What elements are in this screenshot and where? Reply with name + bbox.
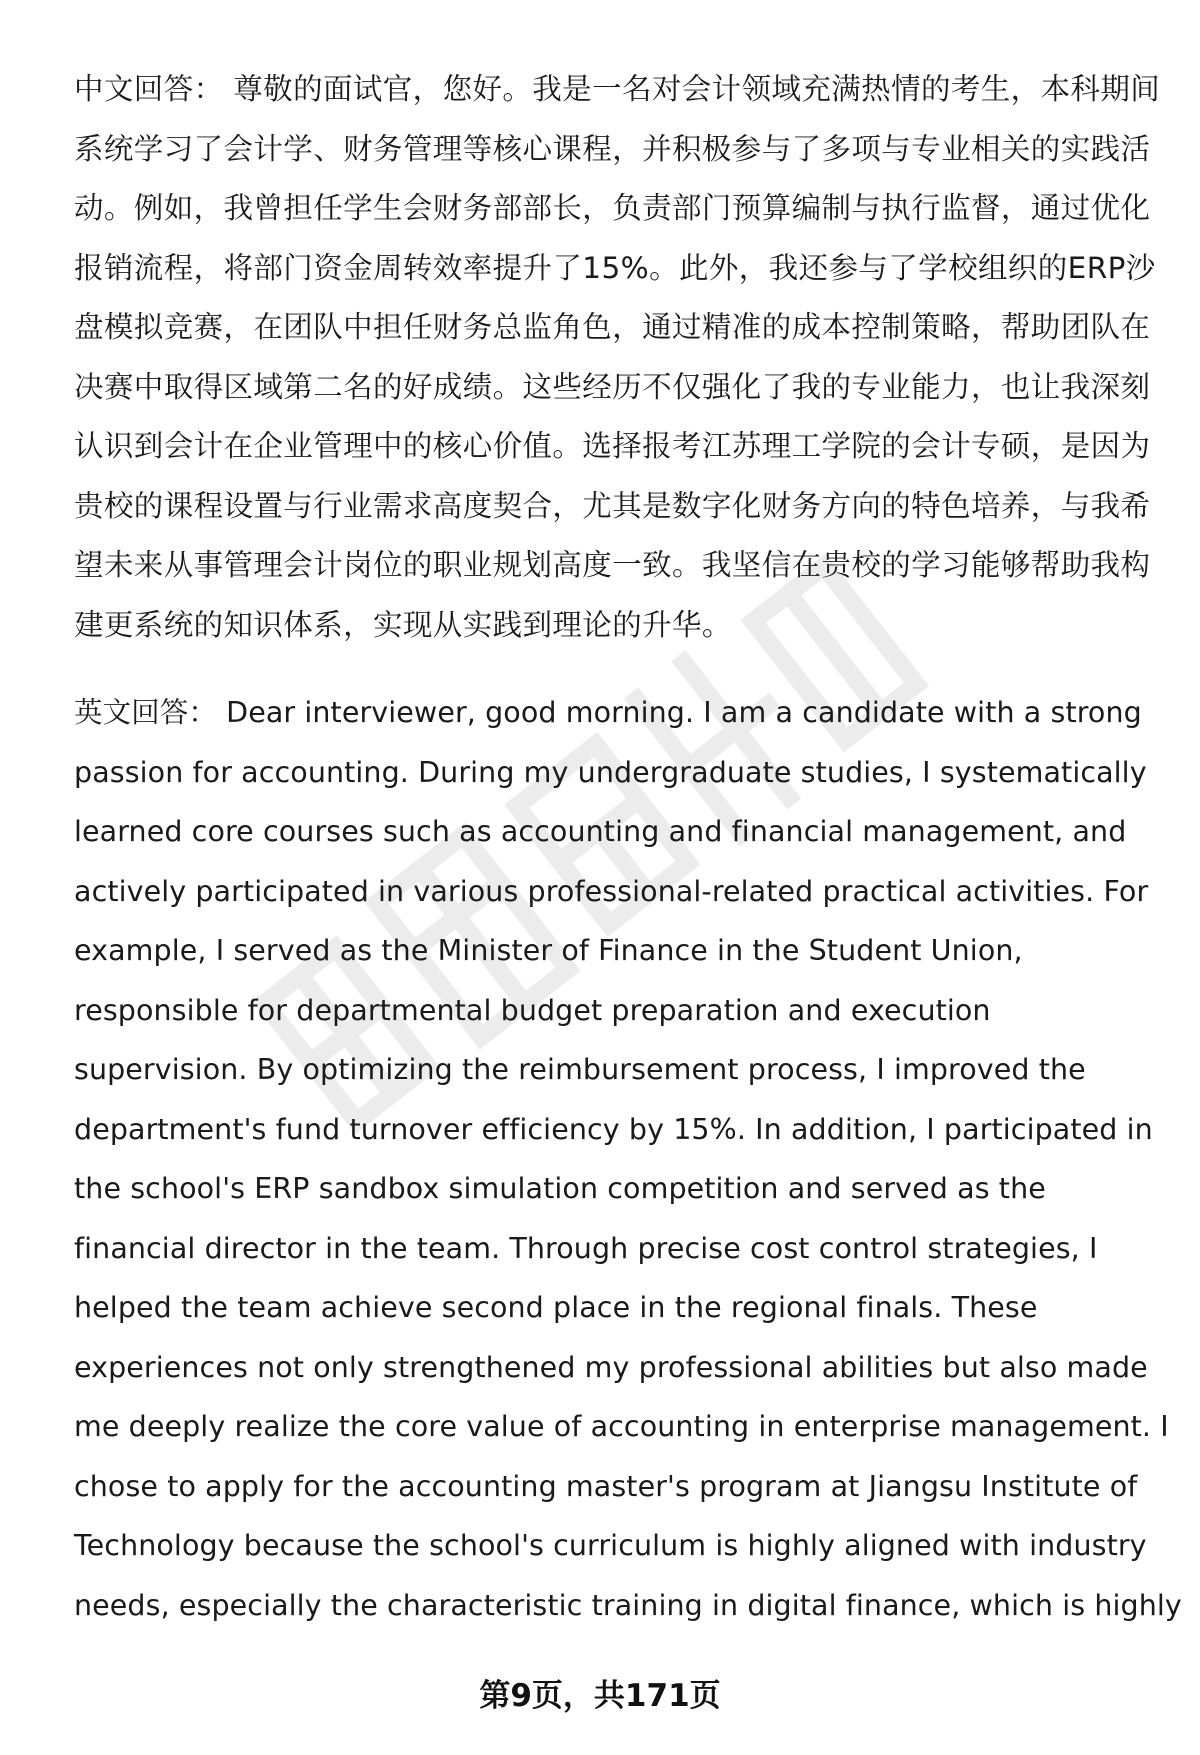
text-line: 中文回答： 尊敬的面试官，您好。我是一名对会计领域充满热情的考生，本科期间 — [74, 72, 1161, 106]
english-answer-paragraph — [74, 683, 1182, 1635]
text-line: learned core courses such as accounting and financial management, and — [74, 815, 1127, 848]
text-line: responsible for departmental budget preparation and execution — [74, 993, 991, 1027]
text-line: financial director in the team. Through precise cost control strategies, I — [74, 1231, 1098, 1265]
text-line: department's fund turnover efficiency by 15%. In addition, I participated in — [74, 1112, 1153, 1146]
text-line: needs, especially the characteristic training in digital finance, which is highly — [74, 1588, 1182, 1622]
text-line: me deeply realize the core value of accounting in enterprise management. I — [74, 1410, 1169, 1443]
chinese-answer-paragraph — [74, 60, 1161, 655]
text-line: passion for accounting. During my undergraduate studies, I systematically — [74, 755, 1147, 789]
text-line: 盘模拟竞赛，在团队中担任财务总监角色，通过精准的成本控制策略，帮助团队在 — [74, 310, 1151, 344]
text-line: 动。例如，我曾担任学生会财务部部长，负责部门预算编制与执行监督，通过优化 — [74, 191, 1151, 225]
text-line: 决赛中取得区域第二名的好成绩。这些经历不仅强化了我的专业能力，也让我深刻 — [74, 369, 1151, 404]
text-line: 报销流程，将部门资金周转效率提升了15%。此外，我还参与了学校组织的ERP沙 — [74, 250, 1156, 285]
text-line: 认识到会计在企业管理中的核心价值。选择报考江苏理工学院的会计专硕，是因为 — [74, 429, 1151, 463]
text-line: the school's ERP sandbox simulation competition and served as the — [74, 1172, 1046, 1205]
text-line: 建更系统的知识体系，实现从实践到理论的升华。 — [74, 607, 732, 642]
text-line: actively participated in various professional-related practical activities. For — [74, 874, 1149, 908]
text-line: 英文回答： Dear interviewer, good morning. I am a candidate with a strong — [74, 696, 1142, 729]
text-line: 系统学习了会计学、财务管理等核心课程，并积极参与了多项与专业相关的实践活 — [74, 131, 1151, 166]
text-line: chose to apply for the accounting master's program at Jiangsu Institute of — [74, 1469, 1138, 1503]
text-line: Technology because the school's curriculum is highly aligned with industry — [74, 1529, 1147, 1562]
text-line: 贵校的课程设置与行业需求高度契合，尤其是数字化财务方向的特色培养，与我希 — [74, 488, 1151, 523]
text-line: supervision. By optimizing the reimbursement process, I improved the — [74, 1053, 1086, 1086]
text-line: example, I served as the Minister of Finance in the Student Union, — [74, 934, 1023, 967]
page-number-footer: 第9页，共171页 — [479, 1678, 721, 1714]
text-line: helped the team achieve second place in the regional finals. These — [74, 1291, 1038, 1324]
text-line: 望未来从事管理会计岗位的职业规划高度一致。我坚信在贵校的学习能够帮助我构 — [74, 548, 1151, 582]
text-line: experiences not only strengthened my professional abilities but also made — [74, 1350, 1148, 1384]
